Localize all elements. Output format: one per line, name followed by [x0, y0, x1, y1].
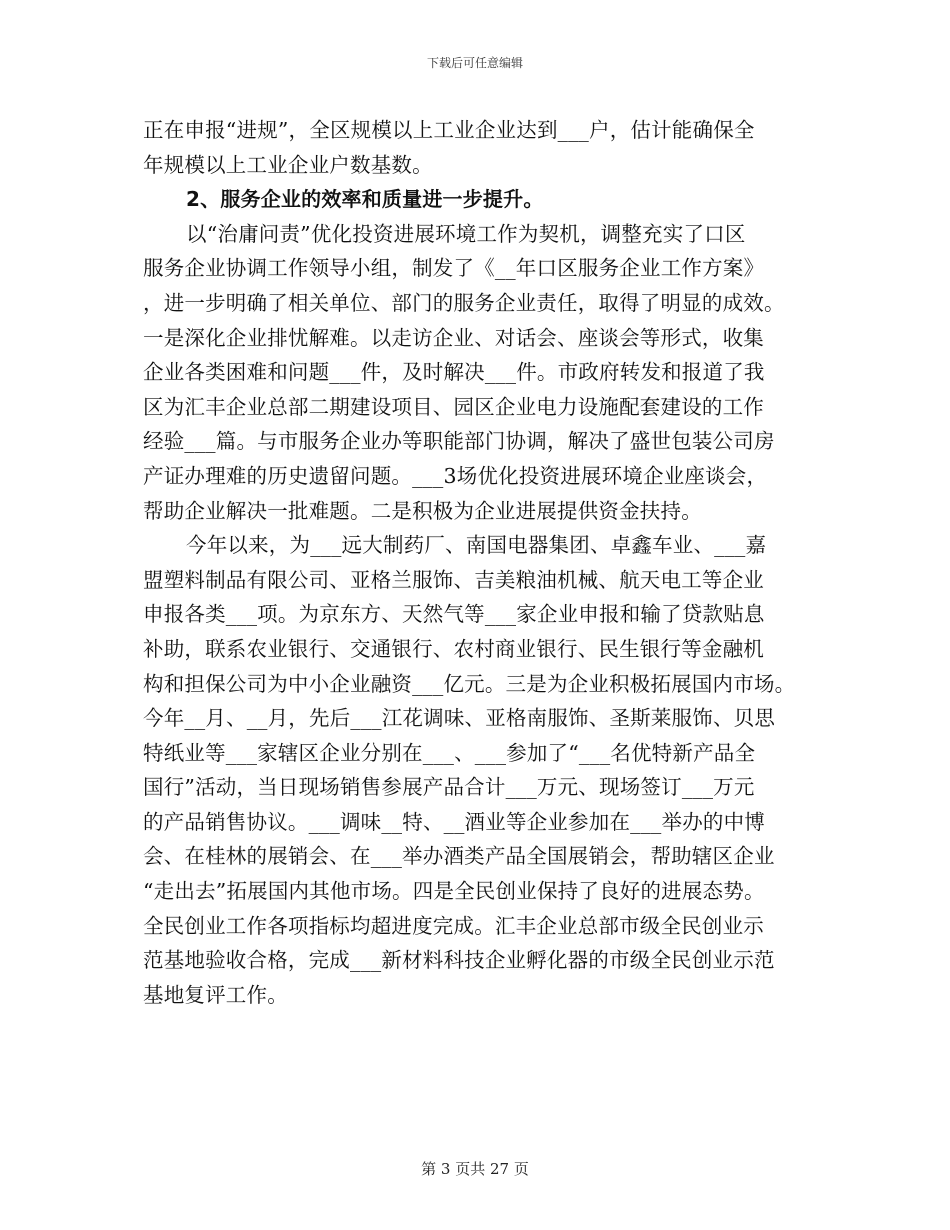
text-line: 帮助企业解决一批难题。二是积极为企业进展提供资金扶持。	[143, 498, 702, 523]
text-line: 特纸业等___家辖区企业分别在___、___参加了“___名优特新产品全	[143, 740, 756, 765]
text-line: 正在申报“进规”，全区规模以上工业企业达到___户，估计能确保全	[143, 118, 755, 142]
page-number-footer: 第 3 页共 27 页	[421, 1160, 529, 1178]
text-line: 年规模以上工业企业户数基数。	[143, 152, 433, 177]
text-line: 区为汇丰企业总部二期建设项目、园区企业电力设施配套建设的工作	[143, 394, 764, 419]
text-line: 一是深化企业排忧解难。以走访企业、对话会、座谈会等形式，收集	[143, 325, 764, 350]
section-heading: 2、服务企业的效率和质量进一步提升。	[186, 187, 544, 212]
text-line: 的产品销售协议。___调味__特、__酒业等企业参加在___举办的中博	[143, 809, 765, 834]
text-line: 会、在桂林的展销会、在___举办酒类产品全国展销会，帮助辖区企业	[143, 844, 775, 869]
text-line: 国行”活动，当日现场销售参展产品合计___万元、现场签订___万元	[143, 775, 755, 800]
text-line: 企业各类困难和问题___件，及时解决___件。市政府转发和报道了我	[143, 360, 765, 385]
text-line: 范基地验收合格，完成___新材料科技企业孵化器的市级全民创业示范	[143, 948, 775, 973]
text-line: 今年__月、__月，先后___江花调味、亚格南服饰、圣斯莱服饰、贝思	[143, 706, 776, 731]
text-line: “走出去”拓展国内其他市场。四是全民创业保持了良好的进展态势。	[143, 879, 765, 904]
text-line: 申报各类___项。为京东方、天然气等___家企业申报和输了贷款贴息	[143, 602, 765, 627]
text-line: ，进一步明确了相关单位、部门的服务企业责任，取得了明显的成效。	[143, 290, 785, 315]
page-header-note: 下载后可任意编辑	[426, 56, 523, 70]
body-text	[143, 113, 823, 1012]
paragraph-first-line: 以“治庸问责”优化投资进展环境工作为契机，调整充实了口区	[186, 221, 746, 246]
paragraph-first-line: 今年以来，为___远大制药厂、南国电器集团、卓鑫车业、___嘉	[186, 533, 767, 558]
text-line: 服务企业协调工作领导小组，制发了《__年口区服务企业工作方案》	[143, 256, 765, 281]
text-line: 经验___篇。与市服务企业办等职能部门协调，解决了盛世包装公司房	[143, 429, 775, 454]
text-line: 基地复评工作。	[143, 982, 288, 1007]
text-line: 产证办理难的历史遗留问题。___3场优化投资进展环境企业座谈会，	[143, 463, 768, 488]
text-line: 补助，联系农业银行、交通银行、农村商业银行、民生银行等金融机	[143, 636, 764, 661]
text-line: 构和担保公司为中小企业融资___亿元。三是为企业积极拓展国内市场。	[143, 671, 796, 696]
text-line: 全民创业工作各项指标均超进度完成。汇丰企业总部市级全民创业示	[143, 913, 764, 938]
text-line: 盟塑料制品有限公司、亚格兰服饰、吉美粮油机械、航天电工等企业	[143, 567, 764, 592]
